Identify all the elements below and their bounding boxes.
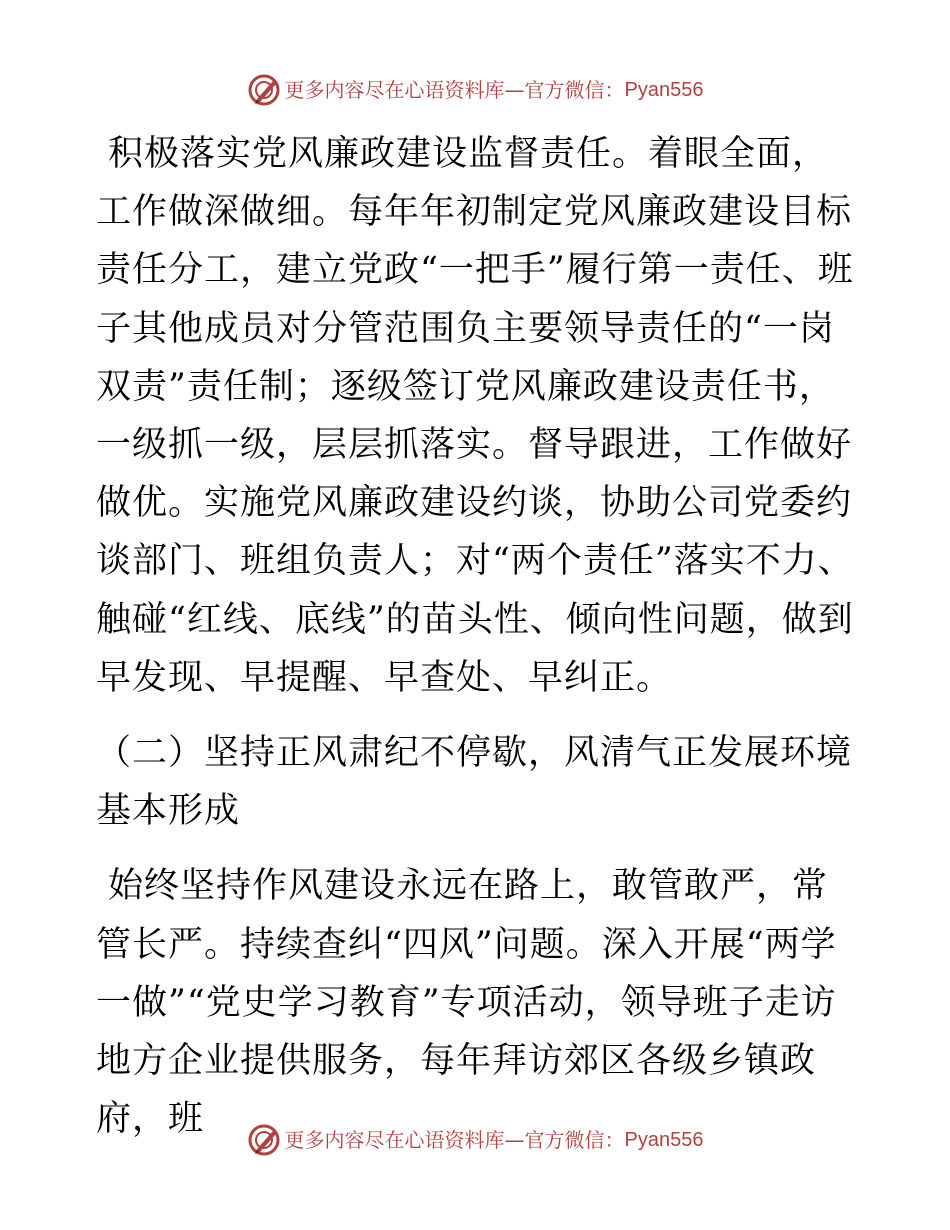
section-heading-2: （二）坚持正风肃纪不停歇，风清气正发展环境基本形成 <box>96 733 853 832</box>
document-body <box>96 125 856 1148</box>
paragraph-work-style: 始终坚持作风建设永远在路上，敢管敢严，常管长严。持续查纠“四风”问题。深入开展“两学一做”“党史学习教育”专项活动，领导班子走访地方企业提供服务，每年拜访郊区各级乡镇政府，班 <box>96 866 837 1140</box>
paragraph-supervision: 积极落实党风廉政建设监督责任。着眼全面，工作做深做细。每年年初制定党风廉政建设目标责任分工，建立党政“一把手”履行第一责任、班子其他成员对分管范围负主要领导责任的“一岗双责”责任制；逐级签订党风廉政建设责任书，一级抓一级，层层抓落实。督导跟进，工作做好做优。实施党风廉政建设约谈，协助公司党委约谈部门、班组负责人；对“两个责任”落实不力、触碰“红线、底线”的苗头性、倾向性问题，做到早发现、早提醒、早查处、早纠正。 <box>96 134 854 698</box>
watermark-separator: — <box>504 78 525 102</box>
watermark-text: 更多内容尽在心语资料库 <box>284 78 505 102</box>
footer-watermark <box>0 1120 950 1160</box>
watermark-separator: — <box>504 1128 525 1152</box>
header-watermark <box>0 70 950 110</box>
watermark-text: 更多内容尽在心语资料库 <box>284 1128 505 1152</box>
watermark-brand: Pyan556 <box>624 79 704 101</box>
watermark-label: 官方微信： <box>524 78 625 102</box>
pen-logo-icon <box>247 1123 281 1157</box>
pen-logo-icon <box>247 73 281 107</box>
watermark-label: 官方微信： <box>524 1128 625 1152</box>
watermark-brand: Pyan556 <box>624 1129 704 1151</box>
